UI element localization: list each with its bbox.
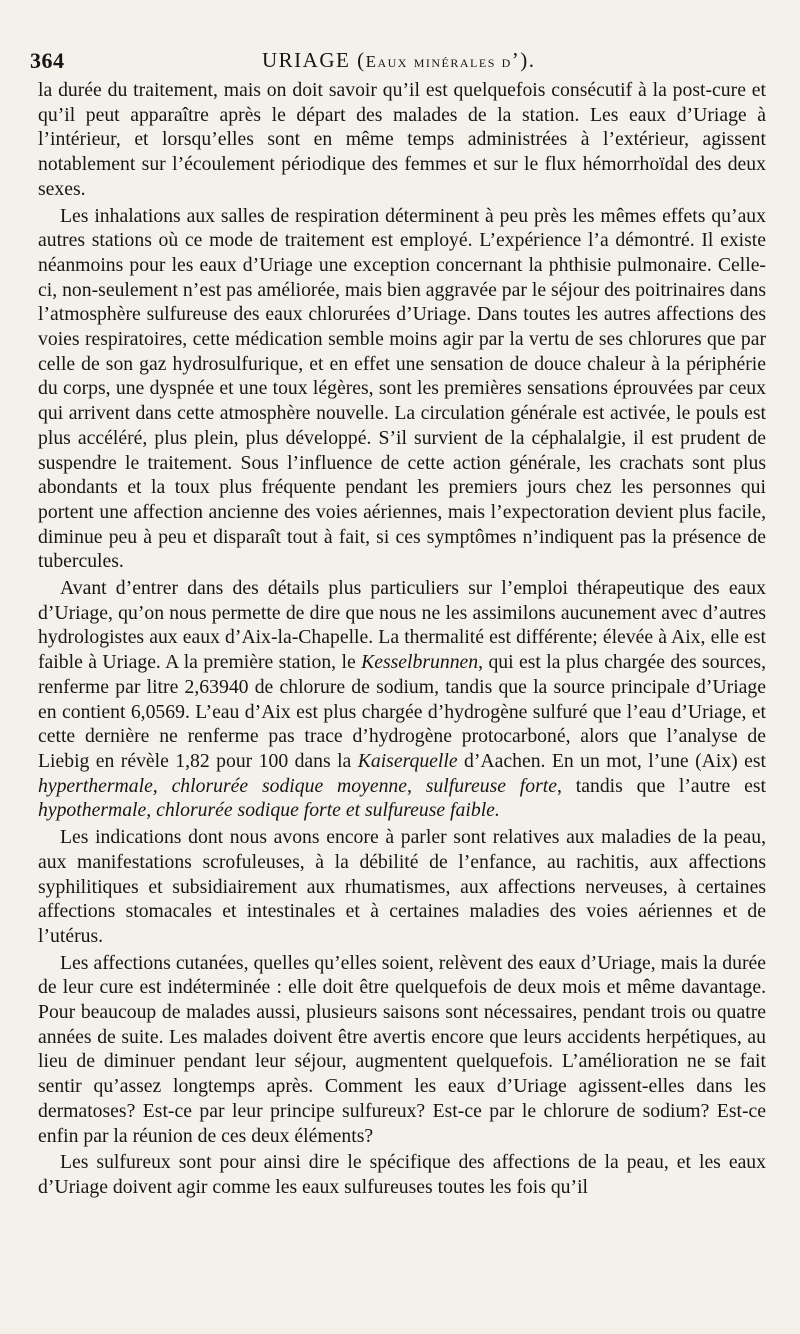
paragraph: [38, 78, 766, 202]
italic-text: hyperthermale, chlorurée sodique moyenne, sulfureuse forte: [38, 774, 557, 797]
running-head-small-caps: Eaux minérales d: [365, 52, 512, 71]
page-header: [30, 44, 770, 78]
text-run: Avant d’entrer dans des détails plus particuliers sur l’emploi thérapeutique des eaux d’Uriage, qu’on nous permette de dire que nous ne les assimilons aucunement avec d’autres hydrologistes aux eaux d’Aix-la-Chapelle. La thermalité est différente; élevée à Aix, elle est faible à Uriage. A la première station, le: [38, 577, 766, 674]
italic-text: Kesselbrunnen: [361, 651, 479, 674]
italic-text: Kaiserquelle: [357, 749, 458, 772]
running-head: [262, 48, 536, 73]
running-head-paren-open: (: [357, 48, 366, 72]
text-run: la durée du traitement, mais on doit savoir qu’il est quelquefois consécutif à la post-cure et qu’il peut apparaître après le départ des malades de la station. Les eaux d’Uriage à l’intérieur, et lorsqu’elles sont en même temps administrées à l’extérieur, agissent notablement sur l’écoulement périodique des femmes et sur le flux hémorrhoïdal des deux sexes.: [38, 79, 766, 200]
paragraph: [38, 951, 766, 1149]
text-run: Les sulfureux sont pour ainsi dire le spécifique des affections de la peau, et les eaux d’Uriage doivent agir comme les eaux sulfureuses toutes les fois qu’il: [38, 1151, 766, 1198]
paragraph: [38, 1150, 766, 1199]
page-number: 364: [30, 48, 65, 73]
running-head-paren-close: ’).: [511, 48, 536, 72]
text-run: d’Aachen. En un mot, l’une (Aix) est: [457, 749, 766, 772]
running-head-main: URIAGE: [262, 48, 351, 72]
body-text: [38, 78, 766, 1200]
text-run: Les indications dont nous avons encore à parler sont relatives aux maladies de la peau, aux manifestations scrofuleuses, à la débilité de l’enfance, au rachitis, aux affections syphilitiques et subsidiairement aux rhumatismes, aux affections nerveuses, à certaines affections stomacales et intestinales et à certaines maladies des voies aériennes et de l’utérus.: [38, 826, 766, 947]
text-run: , tandis que l’autre est: [557, 774, 766, 797]
text-run: Les affections cutanées, quelles qu’elles soient, relèvent des eaux d’Uriage, mais la durée de leur cure est indéterminée : elle doit être quelquefois de deux mois et même davantage. Pour beaucoup de malades aussi, plusieurs saisons sont nécessaires, pendant trois ou quatre années de suite. Les malades doivent être avertis encore que leurs accidents herpétiques, au lieu de diminuer pendant leur séjour, augmentent quelquefois. L’amélioration ne se fait sentir qu’assez longtemps après. Comment les eaux d’Uriage agissent-elles dans les dermatoses? Est-ce par leur principe sulfureux? Est-ce par le chlorure de sodium? Est-ce enfin par la réunion de ces deux éléments?: [38, 951, 766, 1147]
italic-text: hypothermale, chlorurée sodique forte et sulfureuse faible.: [38, 799, 500, 822]
paragraph: [38, 825, 766, 949]
paragraph: [38, 204, 766, 575]
text-run: , qui est la plus chargée des sources, renferme par litre 2,63940 de chlorure de sodium, tandis que la source principale d’Uriage en contient 6,0569. L’eau d’Aix est plus chargée d’hydrogène sulfuré que l’eau d’Uriage, et cette dernière ne renferme pas trace d’hydrogène protocarboné, alors que l’analyse de Liebig en révèle 1,82 pour 100 dans la: [38, 651, 766, 772]
paragraph: [38, 576, 766, 823]
text-run: Les inhalations aux salles de respiration déterminent à peu près les mêmes effets qu’aux autres stations où ce mode de traitement est employé. L’expérience l’a démontré. Il existe néanmoins pour les eaux d’Uriage une exception concernant la phthisie pulmonaire. Celle-ci, non-seulement n’est pas améliorée, mais bien aggravée par le séjour des poitrinaires dans l’atmosphère sulfureuse des eaux chlorurées d’Uriage. Dans toutes les autres affections des voies respiratoires, cette médication semble moins agir par la vertu de ses chlorures que par celle de son gaz hydrosulfurique, et en effet une sensation de douce chaleur à la périphérie du corps, une dyspnée et une toux légères, sont les premières sensations éprouvées par ceux qui arrivent dans cette atmosphère nouvelle. La circulation générale est activée, le pouls est plus accéléré, plus plein, plus développé. S’il survient de la céphalalgie, il est prudent de suspendre le traitement. Sous l’influence de cette action générale, les crachats sont plus abondants et la toux plus fréquente pendant les premiers jours chez les personnes qui portent une affection ancienne des voies aériennes, mais l’expectoration devient plus facile, diminue peu à peu et disparaît tout à fait, si ces symptômes n’indiquent pas la présence de tubercules.: [38, 204, 766, 573]
